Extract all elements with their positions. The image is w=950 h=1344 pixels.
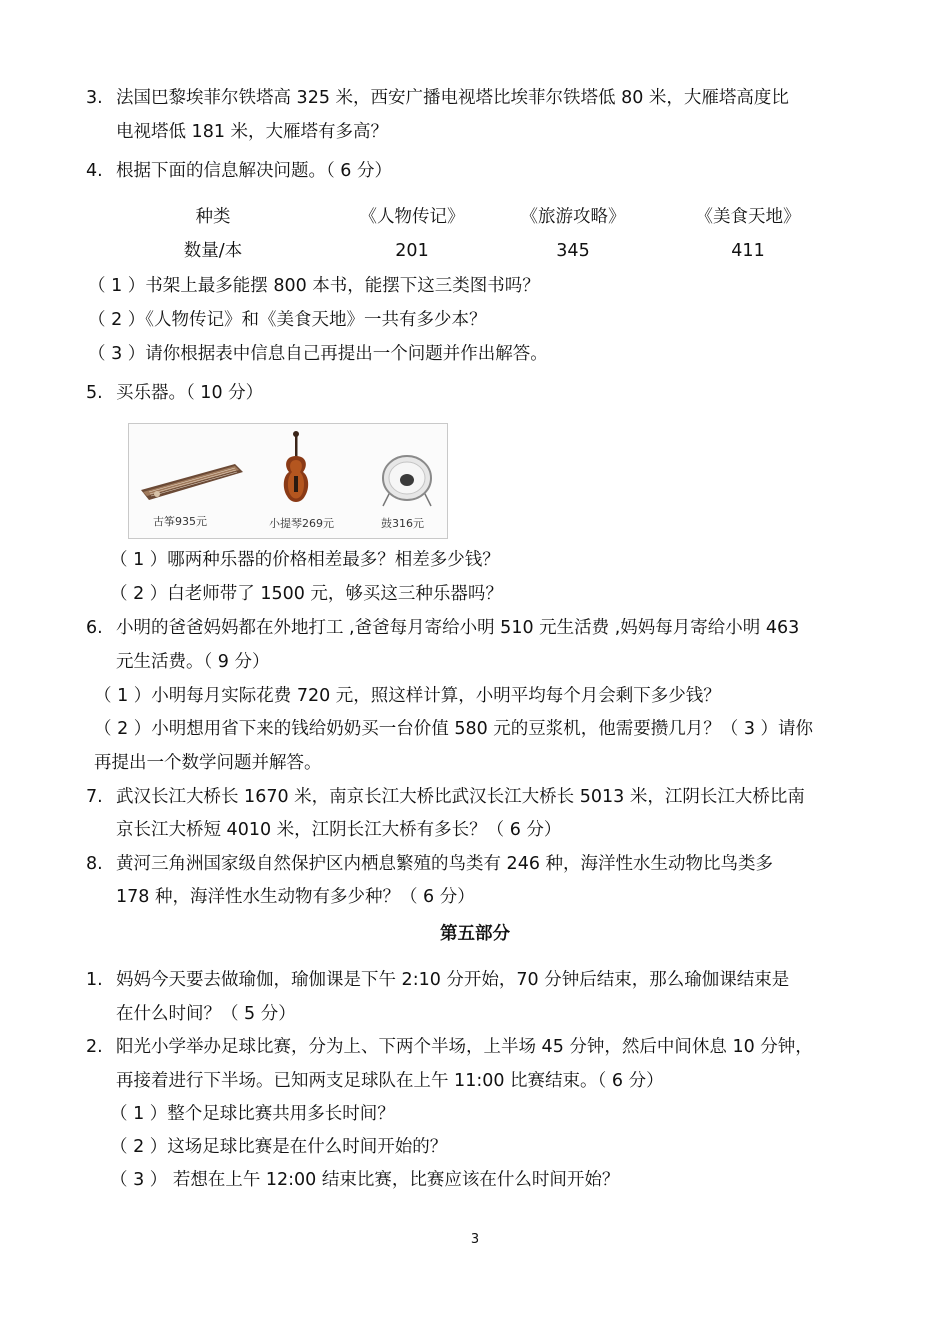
table-header-food: 《美食天地》 <box>695 207 801 227</box>
problem-3-number: 3. <box>86 88 103 108</box>
problem-8-line-1: 黄河三角洲国家级自然保护区内栖息繁殖的鸟类有 246 种，海洋性水生动物比鸟类多 <box>116 854 774 874</box>
instrument-figure <box>128 423 448 539</box>
table-header-biography: 《人物传记》 <box>359 207 465 227</box>
violin-icon <box>279 430 313 510</box>
section5-problem-2-number: 2. <box>86 1037 103 1057</box>
problem-4-question-2: （ 2 ）《人物传记》和《美食天地》一共有多少本？ <box>88 310 487 330</box>
section5-problem-1-number: 1. <box>86 970 103 990</box>
problem-5-number: 5. <box>86 383 103 403</box>
problem-8-line-2: 178 种，海洋性水生动物有多少种？（ 6 分） <box>116 887 475 907</box>
section-title: 第五部分 <box>440 924 510 944</box>
problem-4-number: 4. <box>86 161 103 181</box>
drum-icon <box>377 452 437 508</box>
table-cell-biography: 201 <box>395 241 429 261</box>
section5-problem-1-line-2: 在什么时间？（ 5 分） <box>116 1004 296 1024</box>
problem-8-number: 8. <box>86 854 103 874</box>
problem-6-line-2: 元生活费。（ 9 分） <box>116 652 270 672</box>
table-header-category: 种类 <box>195 207 231 227</box>
table-row-label: 数量/本 <box>183 241 243 261</box>
table-header-travel: 《旅游攻略》 <box>520 207 626 227</box>
problem-7-line-1: 武汉长江大桥长 1670 米，南京长江大桥比武汉长江大桥长 5013 米，江阴长江大桥比南 <box>116 787 805 807</box>
problem-5-question-2: （ 2 ）白老师带了 1500 元，够买这三种乐器吗？ <box>110 584 503 604</box>
table-cell-food: 411 <box>731 241 765 261</box>
section5-problem-2-question-3: （ 3 ） 若想在上午 12:00 结束比赛，比赛应该在什么时间开始？ <box>110 1170 620 1190</box>
problem-7-line-2: 京长江大桥短 4010 米，江阴长江大桥有多长？（ 6 分） <box>116 820 562 840</box>
problem-4-question-1: （ 1 ）书架上最多能摆 800 本书，能摆下这三类图书吗？ <box>88 276 540 296</box>
section5-problem-2-question-1: （ 1 ）整个足球比赛共用多长时间？ <box>110 1104 395 1124</box>
problem-7-number: 7. <box>86 787 103 807</box>
problem-6-question-2: （ 2 ）小明想用省下来的钱给奶奶买一台价值 580 元的豆浆机，他需要攒几月？（ 3 ）请你 <box>94 719 814 739</box>
problem-4-title: 根据下面的信息解决问题。（ 6 分） <box>116 161 393 181</box>
drum-price: 鼓316元 <box>381 517 424 530</box>
problem-6-question-2-cont: 再提出一个数学问题并解答。 <box>94 753 322 773</box>
problem-3-line-1: 法国巴黎埃菲尔铁塔高 325 米，西安广播电视塔比埃菲尔铁塔低 80 米，大雁塔高度比 <box>116 88 789 108</box>
problem-6-line-1: 小明的爸爸妈妈都在外地打工 ,爸爸每月寄给小明 510 元生活费 ,妈妈每月寄给小明 463 <box>116 618 800 638</box>
section5-problem-2-line-1: 阳光小学举办足球比赛，分为上、下两个半场，上半场 45 分钟，然后中间休息 10 分钟， <box>116 1037 813 1057</box>
guzheng-price: 古筝935元 <box>153 515 207 528</box>
problem-4-question-3: （ 3 ）请你根据表中信息自己再提出一个问题并作出解答。 <box>88 344 548 364</box>
section5-problem-1-line-1: 妈妈今天要去做瑜伽，瑜伽课是下午 2:10 分开始，70 分钟后结束，那么瑜伽课结束是 <box>116 970 790 990</box>
problem-6-number: 6. <box>86 618 103 638</box>
problem-3-line-2: 电视塔低 181 米，大雁塔有多高？ <box>116 122 389 142</box>
guzheng-icon <box>135 454 247 506</box>
section5-problem-2-line-2: 再接着进行下半场。已知两支足球队在上午 11:00 比赛结束。（ 6 分） <box>116 1071 664 1091</box>
page-number: 3 <box>470 1232 480 1247</box>
problem-5-title: 买乐器。（ 10 分） <box>116 383 264 403</box>
problem-6-question-1: （ 1 ）小明每月实际花费 720 元，照这样计算，小明平均每个月会剩下多少钱？ <box>94 686 721 706</box>
problem-5-question-1: （ 1 ）哪两种乐器的价格相差最多？相差多少钱？ <box>110 550 500 570</box>
section5-problem-2-question-2: （ 2 ）这场足球比赛是在什么时间开始的？ <box>110 1137 448 1157</box>
violin-price: 小提琴269元 <box>269 517 334 530</box>
table-cell-travel: 345 <box>556 241 590 261</box>
